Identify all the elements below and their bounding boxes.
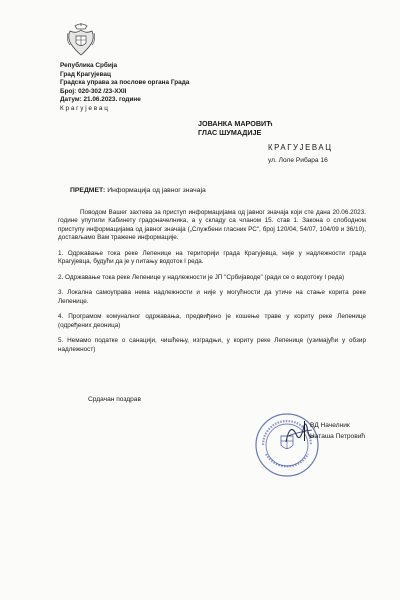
sender-number: Број: 020-302 /23-XXII <box>60 87 127 95</box>
subject-text: Информација од јавног значаја <box>105 187 206 194</box>
body-item-1: 1. Одржавање тока реке Лепенице на територији града Крагујевца, није у надлежности града Крагујевца, будући да је у питању водоток I реда. <box>58 249 366 265</box>
closing-greeting: Срдачан поздрав <box>88 396 141 403</box>
signature-bracket <box>304 421 305 441</box>
sender-department: Градска управа за послове органа Града <box>60 79 190 87</box>
sender-country: Република Србија <box>60 62 118 69</box>
subject-label: ПРЕДМЕТ: <box>70 187 106 194</box>
sender-place: К р а г у ј е в а ц <box>60 104 108 112</box>
signatory-title: ВД Начелник <box>310 422 350 429</box>
coat-of-arms-icon <box>66 22 96 58</box>
body-item-3: 3. Локална самоуправа нема надлежности и није у могућности да утиче на стање корита реке Лепенице. <box>58 289 366 305</box>
signatory-name: Наташа Петровић <box>310 433 366 440</box>
address-city: КРАГУЈЕВАЦ <box>268 143 333 152</box>
letter-body <box>58 209 366 361</box>
body-intro: Поводом Вашег захтева за приступ информацијама од јавног значаја који сте дана 20.06.2023. године упутили Кабинету градоначелника, а у складу са чланом 15. став 1. Закона о слободном приступу информацијама од јавног значаја („Службени гласник РС", број 120/04, 54/07, 104/09 и 36/10), достављамо Вам тражене информације. <box>58 209 366 241</box>
body-item-4: 4. Програмом комуналног одржавања, предвиђено је кошење траве у кориту реке Лепенице (одређених деоница) <box>58 313 366 329</box>
body-item-2: 2. Одржавање тока реке Лепенице у надлежности је ЈП "Србијаводе" (ради се о водотоку I реда) <box>58 273 345 281</box>
sender-city: Град Крагујевац <box>60 70 111 78</box>
signature-block <box>310 420 365 442</box>
sender-date: Датум: 21.06.2023. године <box>60 96 141 104</box>
body-item-5: 5. Немамо податке о санацији, чишћењу, изградњи, у кориту реке Лепенице (узимајући у обзир надлежност) <box>58 337 366 353</box>
recipient-name: ЈОВАНКА МАРОВИЋ <box>198 119 273 128</box>
recipient-organization: ГЛАС ШУМАДИЈЕ <box>198 128 262 138</box>
address-street: ул. Лоле Рибара 16 <box>268 157 328 164</box>
sender-block <box>60 62 189 114</box>
subject-line <box>70 186 206 195</box>
recipient-block <box>198 119 273 138</box>
